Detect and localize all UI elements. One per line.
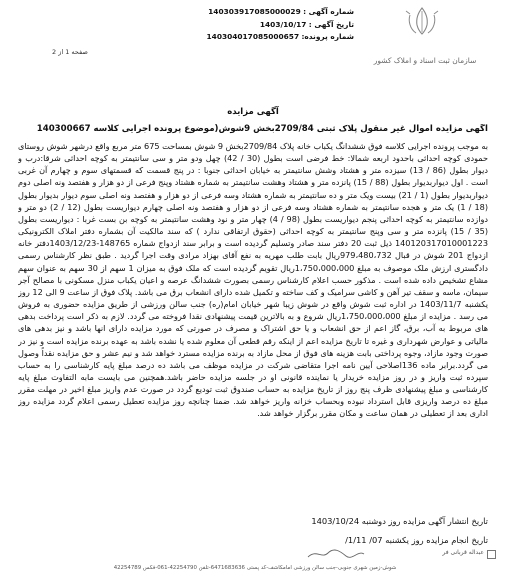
notice-title: آگهی مزایده bbox=[227, 107, 279, 117]
auction-date: تاریخ انجام مزایده روز یکشنبه 07/ 1/11/ bbox=[345, 535, 488, 545]
case-number: 140304017085000657 bbox=[206, 32, 300, 41]
ad-date-row bbox=[104, 19, 354, 32]
case-number-row bbox=[104, 31, 354, 44]
ad-date: 1403/10/17 bbox=[259, 19, 307, 29]
signature-icon bbox=[306, 547, 366, 561]
notice-body: به موجب پرونده اجرایی کلاسه فوق ششدانگ یکباب خانه پلاک 2709/84بخش 9 شوش بمساحت 675 متر مربع واقع درشهر شوش روستای حمودی کوچه احداثی باحدود اربعه شمالا: خط فرضی است بطول (30 / 42) چهل ودو متر و سی سانتیمتر به کوچه احداثی شرقا:درب و دیوار بطول (86 / 13) سیزده متر و هشتاد وشش سانتیمتر به خیابان احداثی جنوبا : در پنج قسمت که قسمتهای سوم و چهارم آن غربی است . اول دیواربدیوار بطول (88 / 15) پانزده متر و هشتاد وهشت سانتیمتر به شماره هشتاد وپنج فرعی از دو هزار و هفتصد ونه اصلی دوم دیواربدیوار بطول (1 / 21) بیست ویک متر و ده سانتیمتر به شماره هشتاد وسه فرعی از دو هزار و هفتصد ونه اصلی سوم دیوار بدیوار بطول (18 / 1) یک متر و هجده سانتیمتر به شماره هشتاد وسه فرعی از دو هزار و هفتصد ونه اصلی چهارم دیواریست بطول (12 / 2) دو متر و دوازده سانتیمتر به کوچه احداثی پنجم دیواریست بطول (98 / 4) چهار متر و نود وهشت سانتیمتر به کوچه بن بست غربا : دیواریست بطول (35 / 15) پانزده متر و سی وپنج سانتیمتر به کوچه احداثی (حقوق ارتفاقی ندارد ) که سند مالکیت آن بشماره دفتر املاک الکترونیکی 140120317010001223 ذیل ثبت 20 دفتر سند صادر وتسلیم گردیده است و برابر سند ازدواج شماره 148765-1403/12/23دفتر خانه ازدواج 201 شوش در قبال 979،480،732ریال بابت طلب مهریه به نفع آقای بهزاد مرادی وقت اجرا گردید . طبق نظر کارشناس رسمی دادگستری ارزش ملک موصوف به مبلغ 1،750،000،000ریال تقویم گردیده است که ملک فوق به میزان 1 سهم از 30 سهم به عنوان سهم مشاع تشخیص داده شده است . مذکور حسب اعلام کارشناس رسمی بصورت ششدانگ عرصه و اعیان یکباب منزل مسکونی با مصالح آجر سیمان، ماسه و سقف تیر آهن و کاشی سرامیک و کف ساخته و تکمیل شده دارای انشعاب برق می باشد. پلاک فوق از ساعت 9 الی 12 روز یکشنبه 1403/11/7 در اداره ثبت شوش واقع در شوش زیبا شهر خیابان امام(ره) جنب سالن ورزشی از طریق مزایده حضوری به فروش می رسد . مزایده از مبلغ 1،750،000،000ریال شروع و به بالاترین قیمت پیشنهادی نقدا فروخته می گردد. لازم به ذکر است پرداخت بدهی های مربوط به آب، برق، گاز اعم از حق انشعاب و یا حق اشتراک و مصرف در صورتی که مورد مزایده دارای انها باشد و نیز بدهی های مالیاتی و عوارض شهرداری و غیره تا تاریخ مزایده اعم از اینکه رقم قطعی آن معلوم شده یا نشده باشد به عهده برنده مزایده است و نیز در صورت وجود مازاد، وجوه پرداختی بابت هزینه های فوق از محل مازاد به برنده مزایده مسترد خواهد شد و نیم عشر و حق مزایده نقداً وصول می گردد.برابر ماده 136اصلاحی آیین نامه اجرا متقاضی شرکت در مزایده موظف می باشد ده درصد مبلغ پایه کارشناسی را به حساب سپرده ثبت واریز و در روز مزایده خریدار یا نماینده قانونی او در جلسه مزایده حاضر باشد.همچنین می بایست مابه التفاوت مبلغ پایه کارشناسی و مبلغ پیشنهادی ظرف پنج روز از تاریخ مزایده به حساب صندوق ثبت تودیع گردد در صورت عدم واریز مبلغ اخیر در مهلت مقرر مبلغ ده درصد واریزی قابل استرداد نبوده وبحساب خزانه واریز خواهد شد. ضمنا چنانچه روز مزایده تعطیل رسمی اعلام گردد مزایده روز اداری بعد از تعطیلی در همان ساعت و مکان مقرر برگزار خواهد شد. bbox=[18, 141, 488, 419]
page-number: صفحه 1 از 2 bbox=[52, 48, 88, 56]
signer-name: عبداله قربانی فر bbox=[442, 549, 484, 556]
ad-number-label: شماره آگهی : bbox=[303, 7, 354, 16]
emblem-icon bbox=[400, 5, 444, 37]
ad-date-label: تاریخ آگهی : bbox=[308, 19, 354, 29]
header-meta bbox=[104, 6, 354, 44]
checkbox-icon bbox=[487, 550, 496, 559]
organization-name: سازمان ثبت اسناد و املاک کشور bbox=[373, 56, 477, 65]
case-number-label: شماره پرونده: bbox=[301, 32, 354, 41]
ad-number: 140303917085000029 bbox=[208, 7, 301, 16]
ad-number-row bbox=[104, 6, 354, 19]
publish-date: تاریخ انتشار آگهی مزایده روز دوشنبه 1403/10/24 bbox=[311, 516, 488, 526]
notice-subtitle: آگهی مزایده اموال غیر منقول پلاک ثبتی 2709/84بخش 9شوش(موضوع پرونده اجرایی کلاسه 140300667 bbox=[36, 124, 488, 134]
office-address: شوش-زمین شهری جنوبی-جنب سالن ورزشی آمامکاشف-کد پستی 6471683636-تلفن 42254790-061-فکس 42254789 bbox=[113, 565, 397, 571]
signature-row bbox=[0, 547, 506, 563]
